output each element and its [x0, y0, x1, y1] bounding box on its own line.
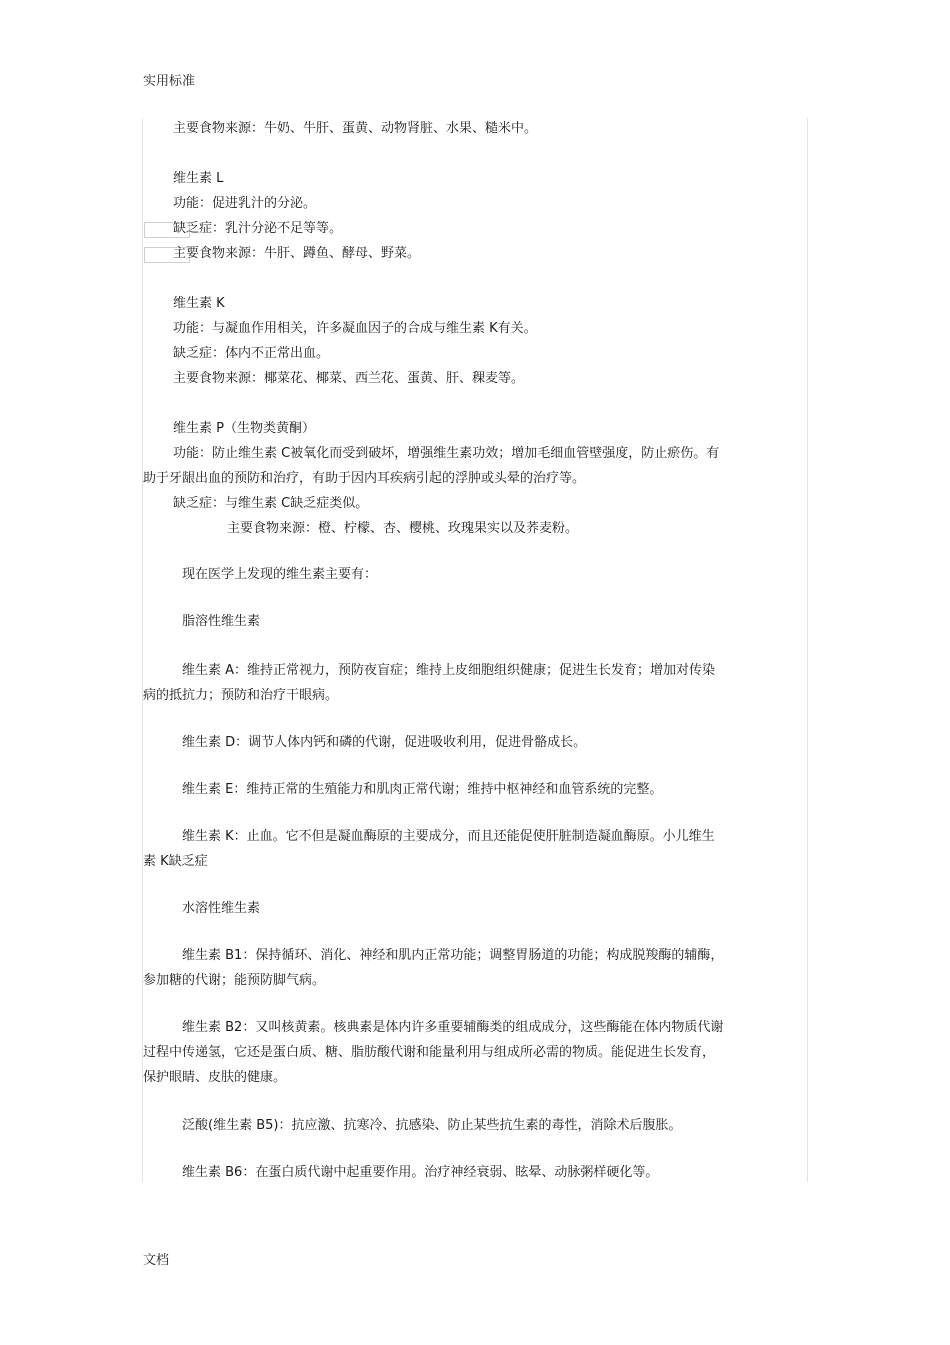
text-line: 主要食物来源：橙、柠檬、杏、樱桃、玫瑰果实以及荞麦粉。	[227, 521, 579, 536]
text-line: 维生素 A：维持正常视力，预防夜盲症；维持上皮细胞组织健康；促进生长发育；增加对传染	[182, 663, 716, 678]
text-line: 助于牙龈出血的预防和治疗，有助于因内耳疾病引起的浮肿或头晕的治疗等。	[143, 471, 586, 486]
text-line: 维生素 K：止血。它不但是凝血酶原的主要成分，而且还能促使肝脏制造凝血酶原。小儿维生	[182, 829, 715, 844]
text-line: 维生素 B1：保持循环、消化、神经和肌内正常功能；调整胃肠道的功能；构成脱羧酶的辅酶，	[182, 948, 724, 963]
section-title: 维生素 P（生物类黄酮）	[173, 421, 315, 436]
text-line: 现在医学上发现的维生素主要有：	[182, 567, 378, 582]
page-footer: 文档	[143, 1253, 170, 1268]
text-line: 过程中传递氢，它还是蛋白质、糖、脂肪酸代谢和能量利用与组成所必需的物质。能促进生长发育，	[143, 1045, 716, 1060]
text-line: 主要食物来源：牛肝、蹲鱼、酵母、野菜。	[173, 246, 421, 261]
text-line: 病的抵抗力；预防和治疗干眼病。	[143, 688, 339, 703]
text-line: 素 K缺乏症	[143, 854, 208, 869]
text-line: 缺乏症：与维生素 C缺乏症类似。	[173, 496, 369, 511]
text-line: 参加糖的代谢；能预防脚气病。	[143, 973, 326, 988]
section-title: 脂溶性维生素	[182, 614, 261, 629]
text-line: 主要食物来源：牛奶、牛肝、蛋黄、动物肾脏、水果、糙米中。	[173, 121, 538, 136]
text-line: 保护眼睛、皮肤的健康。	[143, 1070, 287, 1085]
text-line: 功能：促进乳汁的分泌。	[173, 196, 317, 211]
section-title: 水溶性维生素	[182, 901, 261, 916]
text-line: 维生素 B2：又叫核黄素。核典素是体内许多重要辅酶类的组成成分，这些酶能在体内物质代谢	[182, 1020, 724, 1035]
text-line: 维生素 D：调节人体内钙和磷的代谢，促进吸收利用，促进骨骼成长。	[182, 735, 587, 750]
text-line: 维生素 E：维持正常的生殖能力和肌肉正常代谢；维持中枢神经和血管系统的完整。	[182, 782, 663, 797]
text-line: 缺乏症：乳汁分泌不足等等。	[173, 221, 343, 236]
page-header: 实用标准	[143, 74, 196, 89]
text-line: 维生素 B6：在蛋白质代谢中起重要作用。治疗神经衰弱、眩晕、动脉粥样硬化等。	[182, 1165, 659, 1180]
text-line: 泛酸(维生素 B5)：抗应激、抗寒冷、抗感染、防止某些抗生素的毒性，消除术后腹胀。	[182, 1118, 682, 1133]
section-title: 维生素 K	[173, 296, 225, 311]
text-line: 主要食物来源：椰菜花、椰菜、西兰花、蛋黄、肝、稞麦等。	[173, 371, 525, 386]
text-line: 功能：与凝血作用相关，许多凝血因子的合成与维生素 K有关。	[173, 321, 537, 336]
text-line: 缺乏症：体内不正常出血。	[173, 346, 330, 361]
text-line: 功能：防止维生素 C被氧化而受到破坏，增强维生素功效；增加毛细血管壁强度，防止瘀伤。有	[173, 446, 720, 461]
section-title: 维生素 L	[173, 171, 224, 186]
